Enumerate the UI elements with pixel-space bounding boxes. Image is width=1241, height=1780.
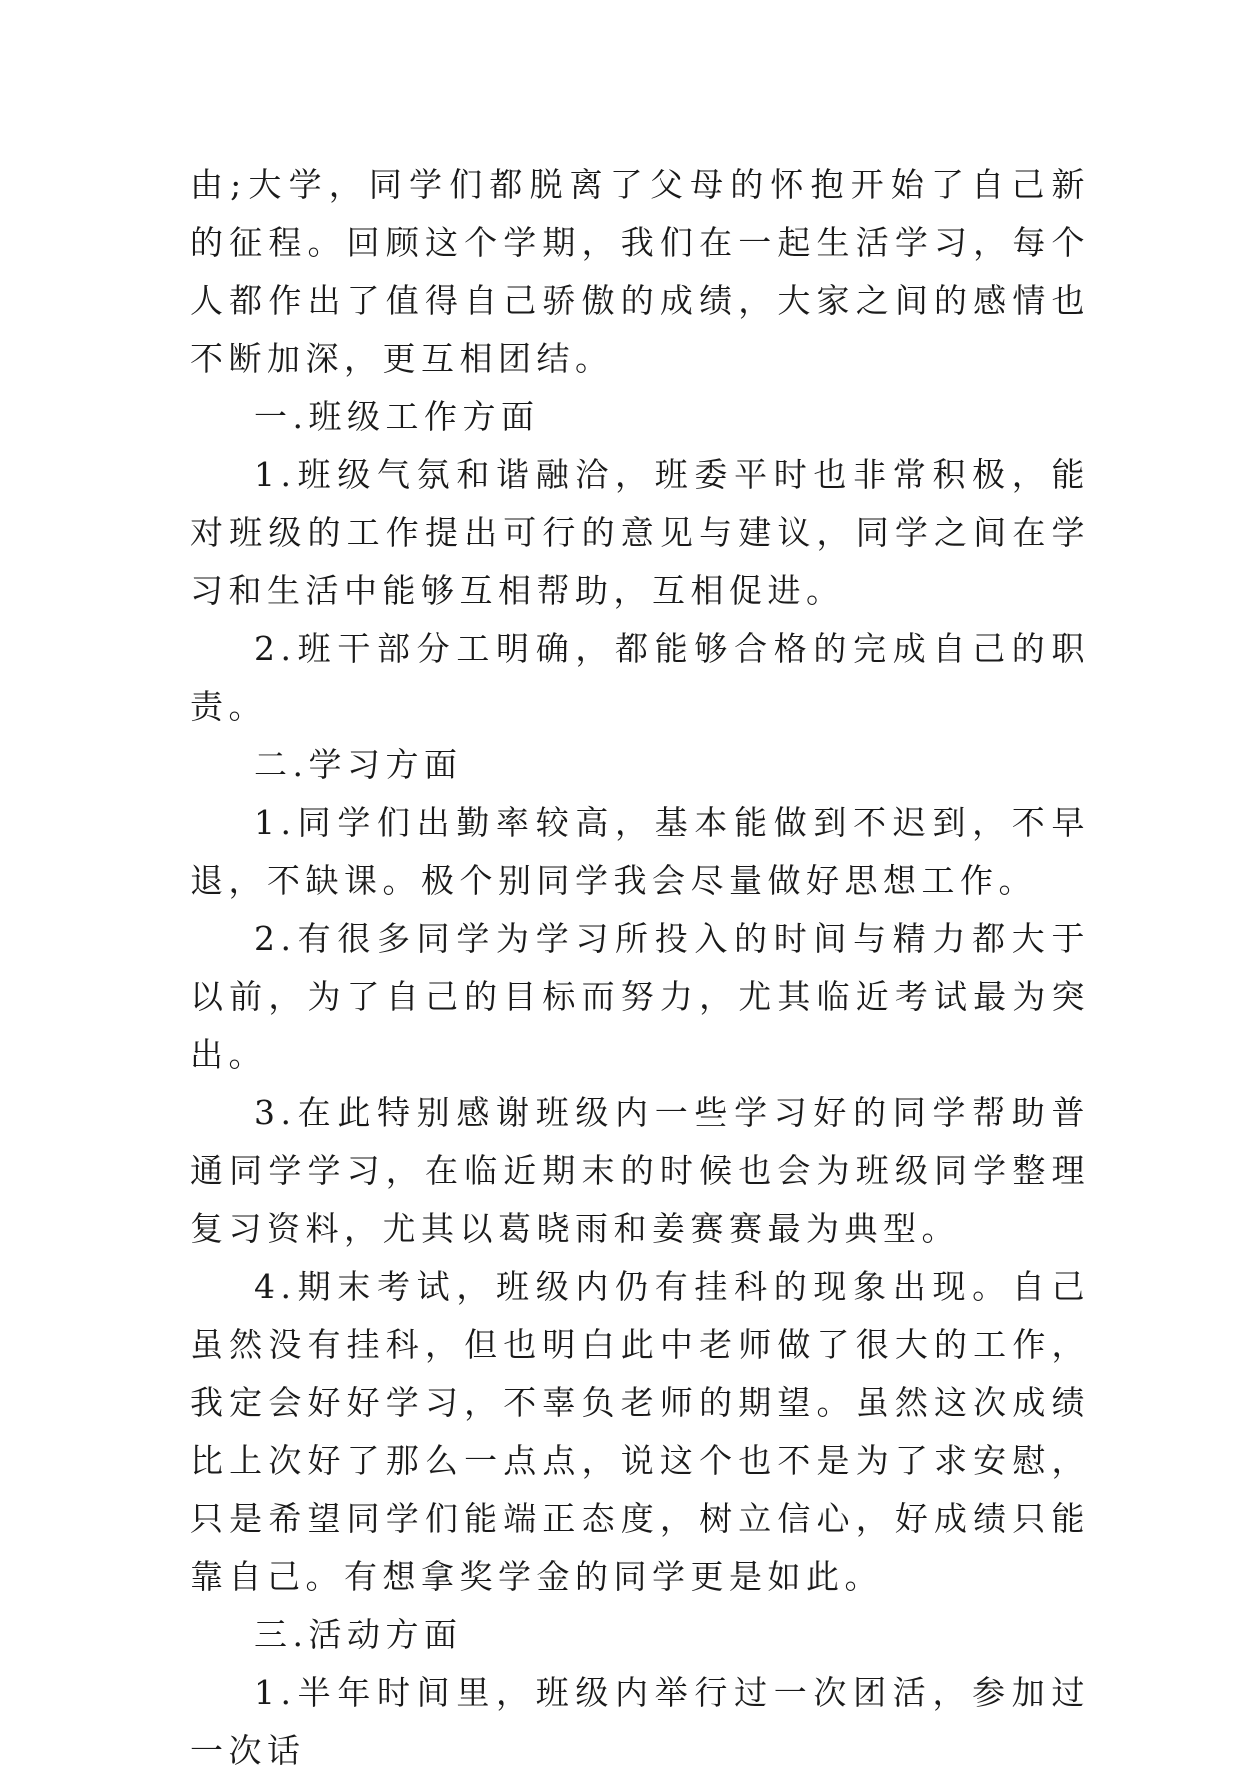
paragraph-study-3: 3.在此特别感谢班级内一些学习好的同学帮助普通同学学习，在临近期末的时候也会为班级同学整理复习资料，尤其以葛晓雨和姜赛赛最为典型。 xyxy=(190,1093,1090,1248)
paragraph-class-work-2: 2.班干部分工明确，都能够合格的完成自己的职责。 xyxy=(190,629,1090,726)
document-body xyxy=(190,156,1090,1780)
paragraph-study-2: 2.有很多同学为学习所投入的时间与精力都大于以前，为了自己的目标而努力，尤其临近考试最为突出。 xyxy=(190,919,1090,1074)
paragraph-study-1: 1.同学们出勤率较高，基本能做到不迟到，不早退，不缺课。极个别同学我会尽量做好思想工作。 xyxy=(190,803,1090,900)
section-heading-activities: 三.活动方面 xyxy=(254,1615,463,1654)
paragraph-study-4: 4.期末考试，班级内仍有挂科的现象出现。自己虽然没有挂科，但也明白此中老师做了很大的工作，我定会好好学习，不辜负老师的期望。虽然这次成绩比上次好了那么一点点，说这个也不是为了求安慰，只是希望同学们能端正态度，树立信心，好成绩只能靠自己。有想拿奖学金的同学更是如此。 xyxy=(190,1267,1090,1596)
paragraph-activities-1: 1.半年时间里，班级内举行过一次团活，参加过一次话 xyxy=(190,1673,1090,1770)
section-heading-study: 二.学习方面 xyxy=(254,745,463,784)
paragraph-intro-continuation: 由;大学，同学们都脱离了父母的怀抱开始了自己新的征程。回顾这个学期，我们在一起生活学习，每个人都作出了值得自己骄傲的成绩，大家之间的感情也不断加深，更互相团结。 xyxy=(190,165,1090,378)
section-heading-class-work: 一.班级工作方面 xyxy=(254,397,540,436)
paragraph-class-work-1: 1.班级气氛和谐融洽，班委平时也非常积极，能对班级的工作提出可行的意见与建议，同学之间在学习和生活中能够互相帮助，互相促进。 xyxy=(190,455,1090,610)
